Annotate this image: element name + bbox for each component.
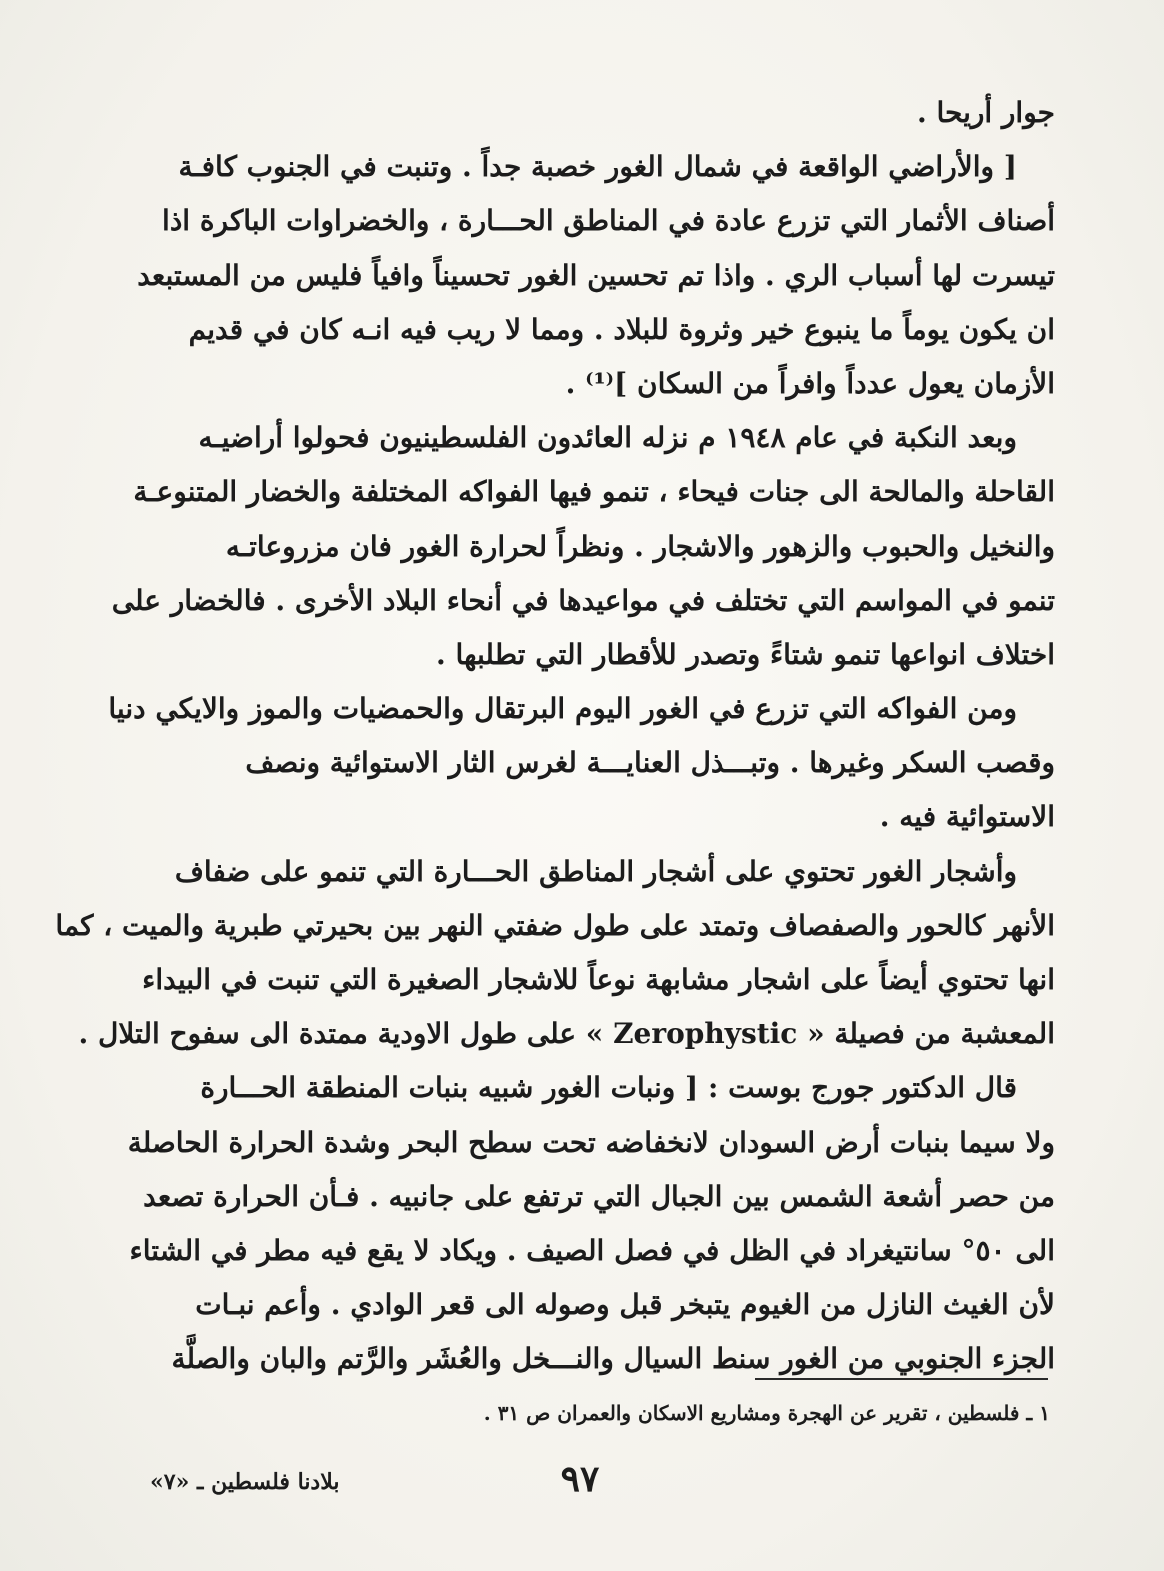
- body-line: وأشجار الغور تحتوي على أشجار المناطق الحـــارة التي تنمو على ضفاف: [174, 854, 1017, 888]
- body-line: الاستوائية فيه .: [879, 800, 1055, 834]
- body-line: المعشبة من فصيلة « Zerophystic » على طول الاودية ممتدة الى سفوح التلال .: [78, 1017, 1055, 1051]
- body-line: الأنهر كالحور والصفصاف وتمتد على طول ضفتي النهر بين بحيرتي طبرية والميت ، كما: [55, 908, 1055, 942]
- running-title: بلادنا فلسطين ـ «٧»: [150, 1469, 340, 1495]
- body-line: ومن الفواكه التي تزرع في الغور اليوم البرتقال والحمضيات والموز والايكي دنيا: [108, 692, 1017, 726]
- body-line: من حصر أشعة الشمس بين الجبال التي ترتفع على جانبيه . فـأن الحرارة تصعد: [143, 1179, 1055, 1213]
- body-line: انها تحتوي أيضاً على اشجار مشابهة نوعاً للاشجار الصغيرة التي تنبت في البيداء: [142, 963, 1055, 996]
- body-line: اختلاف انواعها تنمو شتاءً وتصدر للأقطار التي تطلبها .: [436, 637, 1055, 671]
- body-line: لأن الغيث النازل من الغيوم يتبخر قبل وصوله الى قعر الوادي . وأعم نبـات: [195, 1288, 1055, 1322]
- body-line: قال الدكتور جورج بوست : [ ونبات الغور شبيه بنبات المنطقة الحـــارة: [200, 1071, 1017, 1105]
- body-line: الأزمان يعول عدداً وافراً من السكان ]⁽¹⁾ .: [565, 366, 1055, 400]
- body-line: وبعد النكبة في عام ١٩٤٨ م نزله العائدون الفلسطينيون فحولوا أراضيـه: [198, 421, 1017, 455]
- footnote-separator: [755, 1378, 1048, 1380]
- page-number: ٩٧: [560, 1458, 600, 1500]
- body-line: أصناف الأثمار التي تزرع عادة في المناطق الحـــارة ، والخضراوات الباكرة اذا: [162, 204, 1055, 238]
- body-line: ان يكون يوماً ما ينبوع خير وثروة للبلاد . ومما لا ريب فيه انـه كان في قديم: [188, 312, 1055, 346]
- body-line: وقصب السكر وغيرها . وتبـــذل العنايـــة لغرس الثار الاستوائية ونصف: [245, 746, 1055, 780]
- body-line: ولا سيما بنبات أرض السودان لانخفاضه تحت سطح البحر وشدة الحرارة الحاصلة: [127, 1125, 1055, 1159]
- body-line: جوار أريحا .: [916, 96, 1055, 129]
- body-line: تيسرت لها أسباب الري . واذا تم تحسين الغور تحسيناً وافياً فليس من المستبعد: [137, 258, 1055, 292]
- footnote: ١ ـ فلسطين ، تقرير عن الهجرة ومشاريع الاسكان والعمران ص ٣١ .: [483, 1401, 1050, 1425]
- body-text: [55, 86, 1055, 1387]
- body-line: تنمو في المواسم التي تختلف في مواعيدها في أنحاء البلاد الأخرى . فالخضار على: [111, 583, 1055, 617]
- body-line: الى ٥٠° سانتيغراد في الظل في فصل الصيف . ويكاد لا يقع فيه مطر في الشتاء: [129, 1233, 1055, 1267]
- body-line: [ والأراضي الواقعة في شمال الغور خصبة جداً . وتنبت في الجنوب كافـة: [178, 150, 1017, 184]
- body-line: والنخيل والحبوب والزهور والاشجار . ونظراً لحرارة الغور فان مزروعاتـه: [225, 529, 1055, 563]
- body-line: الجزء الجنوبي من الغور سنط السيال والنـــخل والعُشَر والرَّتم والبان والصلَّة: [171, 1342, 1055, 1376]
- body-line: القاحلة والمالحة الى جنات فيحاء ، تنمو فيها الفواكه المختلفة والخضار المتنوعـة: [133, 475, 1055, 509]
